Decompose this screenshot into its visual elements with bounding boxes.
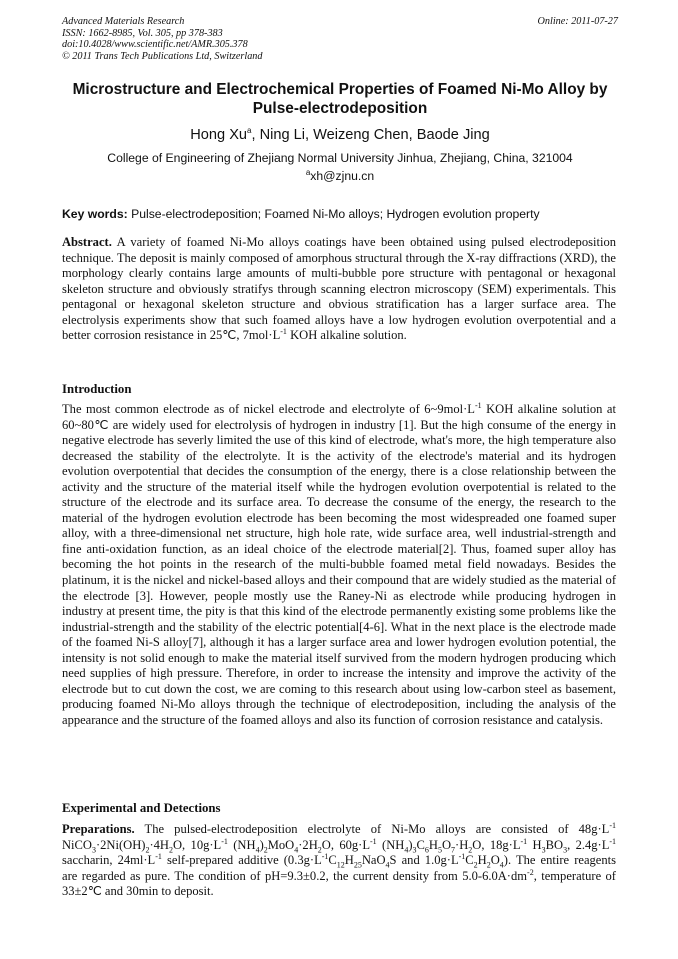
- email-marker: a: [305, 167, 311, 177]
- affiliation: College of Engineering of Zhejiang Normal University Jinhua, Zhejiang, China, 321004: [107, 151, 573, 165]
- prep-subscript: 3: [563, 845, 568, 855]
- prep-text: S and 1.0g·L: [389, 853, 459, 868]
- author-rest: , Ning Li, Weizeng Chen, Baode Jing: [251, 127, 490, 143]
- prep-superscript: -1: [458, 851, 466, 861]
- prep-subscript: 3: [91, 845, 96, 855]
- prep-subscript: 7: [451, 845, 456, 855]
- paper-title: Microstructure and Electrochemical Properties of Foamed Ni-Mo Alloy by Pulse-electrodeposition: [72, 81, 608, 117]
- prep-subscript: 4: [499, 860, 504, 870]
- author-email: [62, 169, 618, 184]
- prep-text: C: [416, 837, 425, 852]
- prep-subscript: 3: [541, 845, 546, 855]
- prep-subscript: 3: [412, 845, 417, 855]
- prep-superscript: -2: [527, 867, 534, 877]
- prep-subscript: 2: [263, 845, 268, 855]
- prep-text: saccharin, 24ml·L: [62, 853, 156, 868]
- prep-subscript: 2: [168, 845, 173, 855]
- prep-superscript: -1: [155, 851, 162, 861]
- prep-subscript: 5: [437, 845, 442, 855]
- prep-text: H: [344, 853, 354, 868]
- email-address: xh@zjnu.cn: [310, 169, 375, 183]
- preparations-text: [62, 822, 616, 898]
- prep-text: O, 18g·L: [472, 837, 521, 852]
- prep-text: , temperature of 33±2℃ and 30min to deposit.: [62, 868, 616, 899]
- prep-subscript: 12: [336, 860, 345, 870]
- prep-subscript: 2: [486, 860, 491, 870]
- prep-text: , 2.4g·L: [567, 837, 610, 852]
- author-first: Hong Xu: [190, 127, 248, 143]
- prep-text: (NH: [376, 837, 405, 852]
- prep-text: MoO: [267, 837, 295, 852]
- prep-superscript: -1: [221, 836, 228, 846]
- prep-text: ). The entire reagents are regarded as pure. The condition of pH=9.3±0.2, the current density from 5.0-6.0A·dm: [62, 853, 616, 883]
- prep-text: NiCO: [62, 837, 92, 852]
- abstract-label: Abstract.: [62, 235, 112, 249]
- abstract-sup: -1: [280, 327, 287, 337]
- experimental-heading: Experimental and Detections: [62, 801, 221, 815]
- prep-text: H: [527, 837, 542, 852]
- intro-text-a: The most common electrode as of nickel electrode and electrolyte of 6~9mol·L: [62, 402, 475, 416]
- prep-subscript: 2: [468, 845, 473, 855]
- prep-text: NaO: [361, 853, 386, 868]
- prep-text: ): [408, 837, 413, 852]
- prep-subscript: 6: [424, 845, 429, 855]
- journal-header: [62, 16, 618, 62]
- intro-sup: -1: [474, 400, 482, 410]
- prep-text: C: [328, 853, 337, 868]
- prep-text: H: [428, 837, 438, 852]
- prep-text: The pulsed-electrodeposition electrolyte of Ni-Mo alloys are consisted of 48g·L: [134, 822, 610, 836]
- prep-text: ·4H: [149, 837, 169, 852]
- prep-text: O: [490, 853, 500, 868]
- intro-text-b: KOH alkaline solution at 60~80℃ are widely used for electrolysis of hydrogen in industry [1]. But the high consume of the energy in negative electrode has severly limited the use of this kind of electrode, what's more, the high temperature also decreased the stability of the electrolyte. It is the activity of the electrode's material and its hydrogen evolution overpotential that decides the consumption of the energy, there is a close relationship between the activity and the structure of the material itself while the hydrogen evolution overpotential is related to the structure of the electrode and its surface area. To decrease the consume of the energy, the research to the material of the hydrogen evolution electrode has been becoming the most widespreaded one foamed super alloy, with a three-dimensional net structure, high hole rate, wide surface area, well industrial-strength and fine anti-oxidation function, as an ideal choice of the electrode material[2]. Thus, foamed super alloy has becoming the hot points in the research of the multi-bubble foamed metal field nowadays. Besides the platinum, it is the nickel and nickel-based alloys and their compound that are widely studied as the material of the electrode [3]. However, people mostly use the Raney-Ni as electrode while producing hydrogen in industry at present time, the pity is that this kind of the electrode permanently existing some problems like the industrial-strength and the stability of the electric potential[4-6]. What in the next place is the electrode made of the foamed Ni-S alloy[7], although it has a larger surface area and lower hydrogen evolution potential, the intensity is not solid enough to make the material itself survived from the modern hydrogen producing which need supplies of high pressure. Therefore, in order to increase the intensity and improve the activity of the electrode but to cut down the cost, we are coming to this research about using low-carbon steel as basement, producing foamed Ni-Mo alloys through the technique of electrodeposition, including the analysis of the appearance and the structure of the foamed alloys and also its function of corrosion resistance and catalysis.: [62, 402, 616, 727]
- author-first-marker: a: [247, 126, 252, 136]
- abstract-text-a: A variety of foamed Ni-Mo alloys coatings have been obtained using pulsed electrodeposition technique. The deposit is mainly composed of amorphous structural through the X-ray diffractions (XRD), the morphology clearly contains large amounts of multi-bubble pore structure with pentagonal or hexagonal skeleton structure and obviously stratifys through scanning electron microscopy (SEM) experimentals. This pentagonal or hexagonal skeleton structure and obvious stratification has a larger surface area. The electrolysis experiments show that such foamed alloys have a low hydrogen evolution overpotential and a better corrosion resistance in 25℃, 7mol·L: [62, 235, 616, 343]
- prep-subscript: 25: [353, 860, 362, 870]
- prep-superscript: -1: [520, 836, 528, 846]
- doi-line: doi:10.4028/www.scientific.net/AMR.305.378: [62, 39, 248, 51]
- keywords-text: Pulse-electrodeposition; Foamed Ni-Mo alloys; Hydrogen evolution property: [127, 207, 540, 221]
- online-date: Online: 2011-07-27: [537, 16, 618, 27]
- prep-text: O: [441, 837, 452, 852]
- journal-name: Advanced Materials Research: [62, 16, 185, 27]
- prep-text: ·2Ni(OH): [95, 837, 146, 852]
- prep-superscript: -1: [321, 851, 329, 861]
- prep-text: H: [477, 853, 487, 868]
- prep-subscript: 4: [294, 845, 299, 855]
- preparations-paragraph: [62, 822, 616, 900]
- abstract-text-b: KOH alkaline solution.: [286, 328, 407, 343]
- author-list: [62, 126, 618, 144]
- prep-text: ·H: [455, 837, 469, 852]
- prep-subscript: 2: [317, 845, 322, 855]
- prep-subscript: 4: [404, 845, 409, 855]
- issn-line: ISSN: 1662-8985, Vol. 305, pp 378-383: [62, 27, 223, 39]
- prep-subscript: 2: [473, 860, 478, 870]
- prep-text: ): [259, 837, 264, 852]
- prep-superscript: -1: [609, 820, 616, 830]
- introduction-body: [62, 402, 616, 728]
- keywords-label: Key words:: [62, 207, 128, 221]
- prep-superscript: -1: [370, 836, 377, 846]
- prep-text: C: [465, 853, 474, 868]
- prep-subscript: 2: [145, 845, 150, 855]
- prep-subscript: 4: [255, 845, 260, 855]
- prep-text: ·2H: [298, 837, 318, 852]
- prep-text: (NH: [227, 837, 256, 852]
- preparations-label: Preparations.: [62, 822, 135, 836]
- copyright-line: © 2011 Trans Tech Publications Ltd, Switzerland: [62, 50, 263, 62]
- introduction-heading: Introduction: [62, 382, 132, 396]
- keywords: [62, 207, 618, 222]
- prep-text: O, 60g·L: [321, 837, 370, 852]
- prep-superscript: -1: [609, 836, 617, 846]
- prep-text: BO: [545, 837, 564, 852]
- prep-text: O, 10g·L: [172, 837, 222, 852]
- prep-subscript: 4: [385, 860, 390, 870]
- prep-text: self-prepared additive (0.3g·L: [161, 853, 322, 868]
- abstract: [62, 235, 616, 344]
